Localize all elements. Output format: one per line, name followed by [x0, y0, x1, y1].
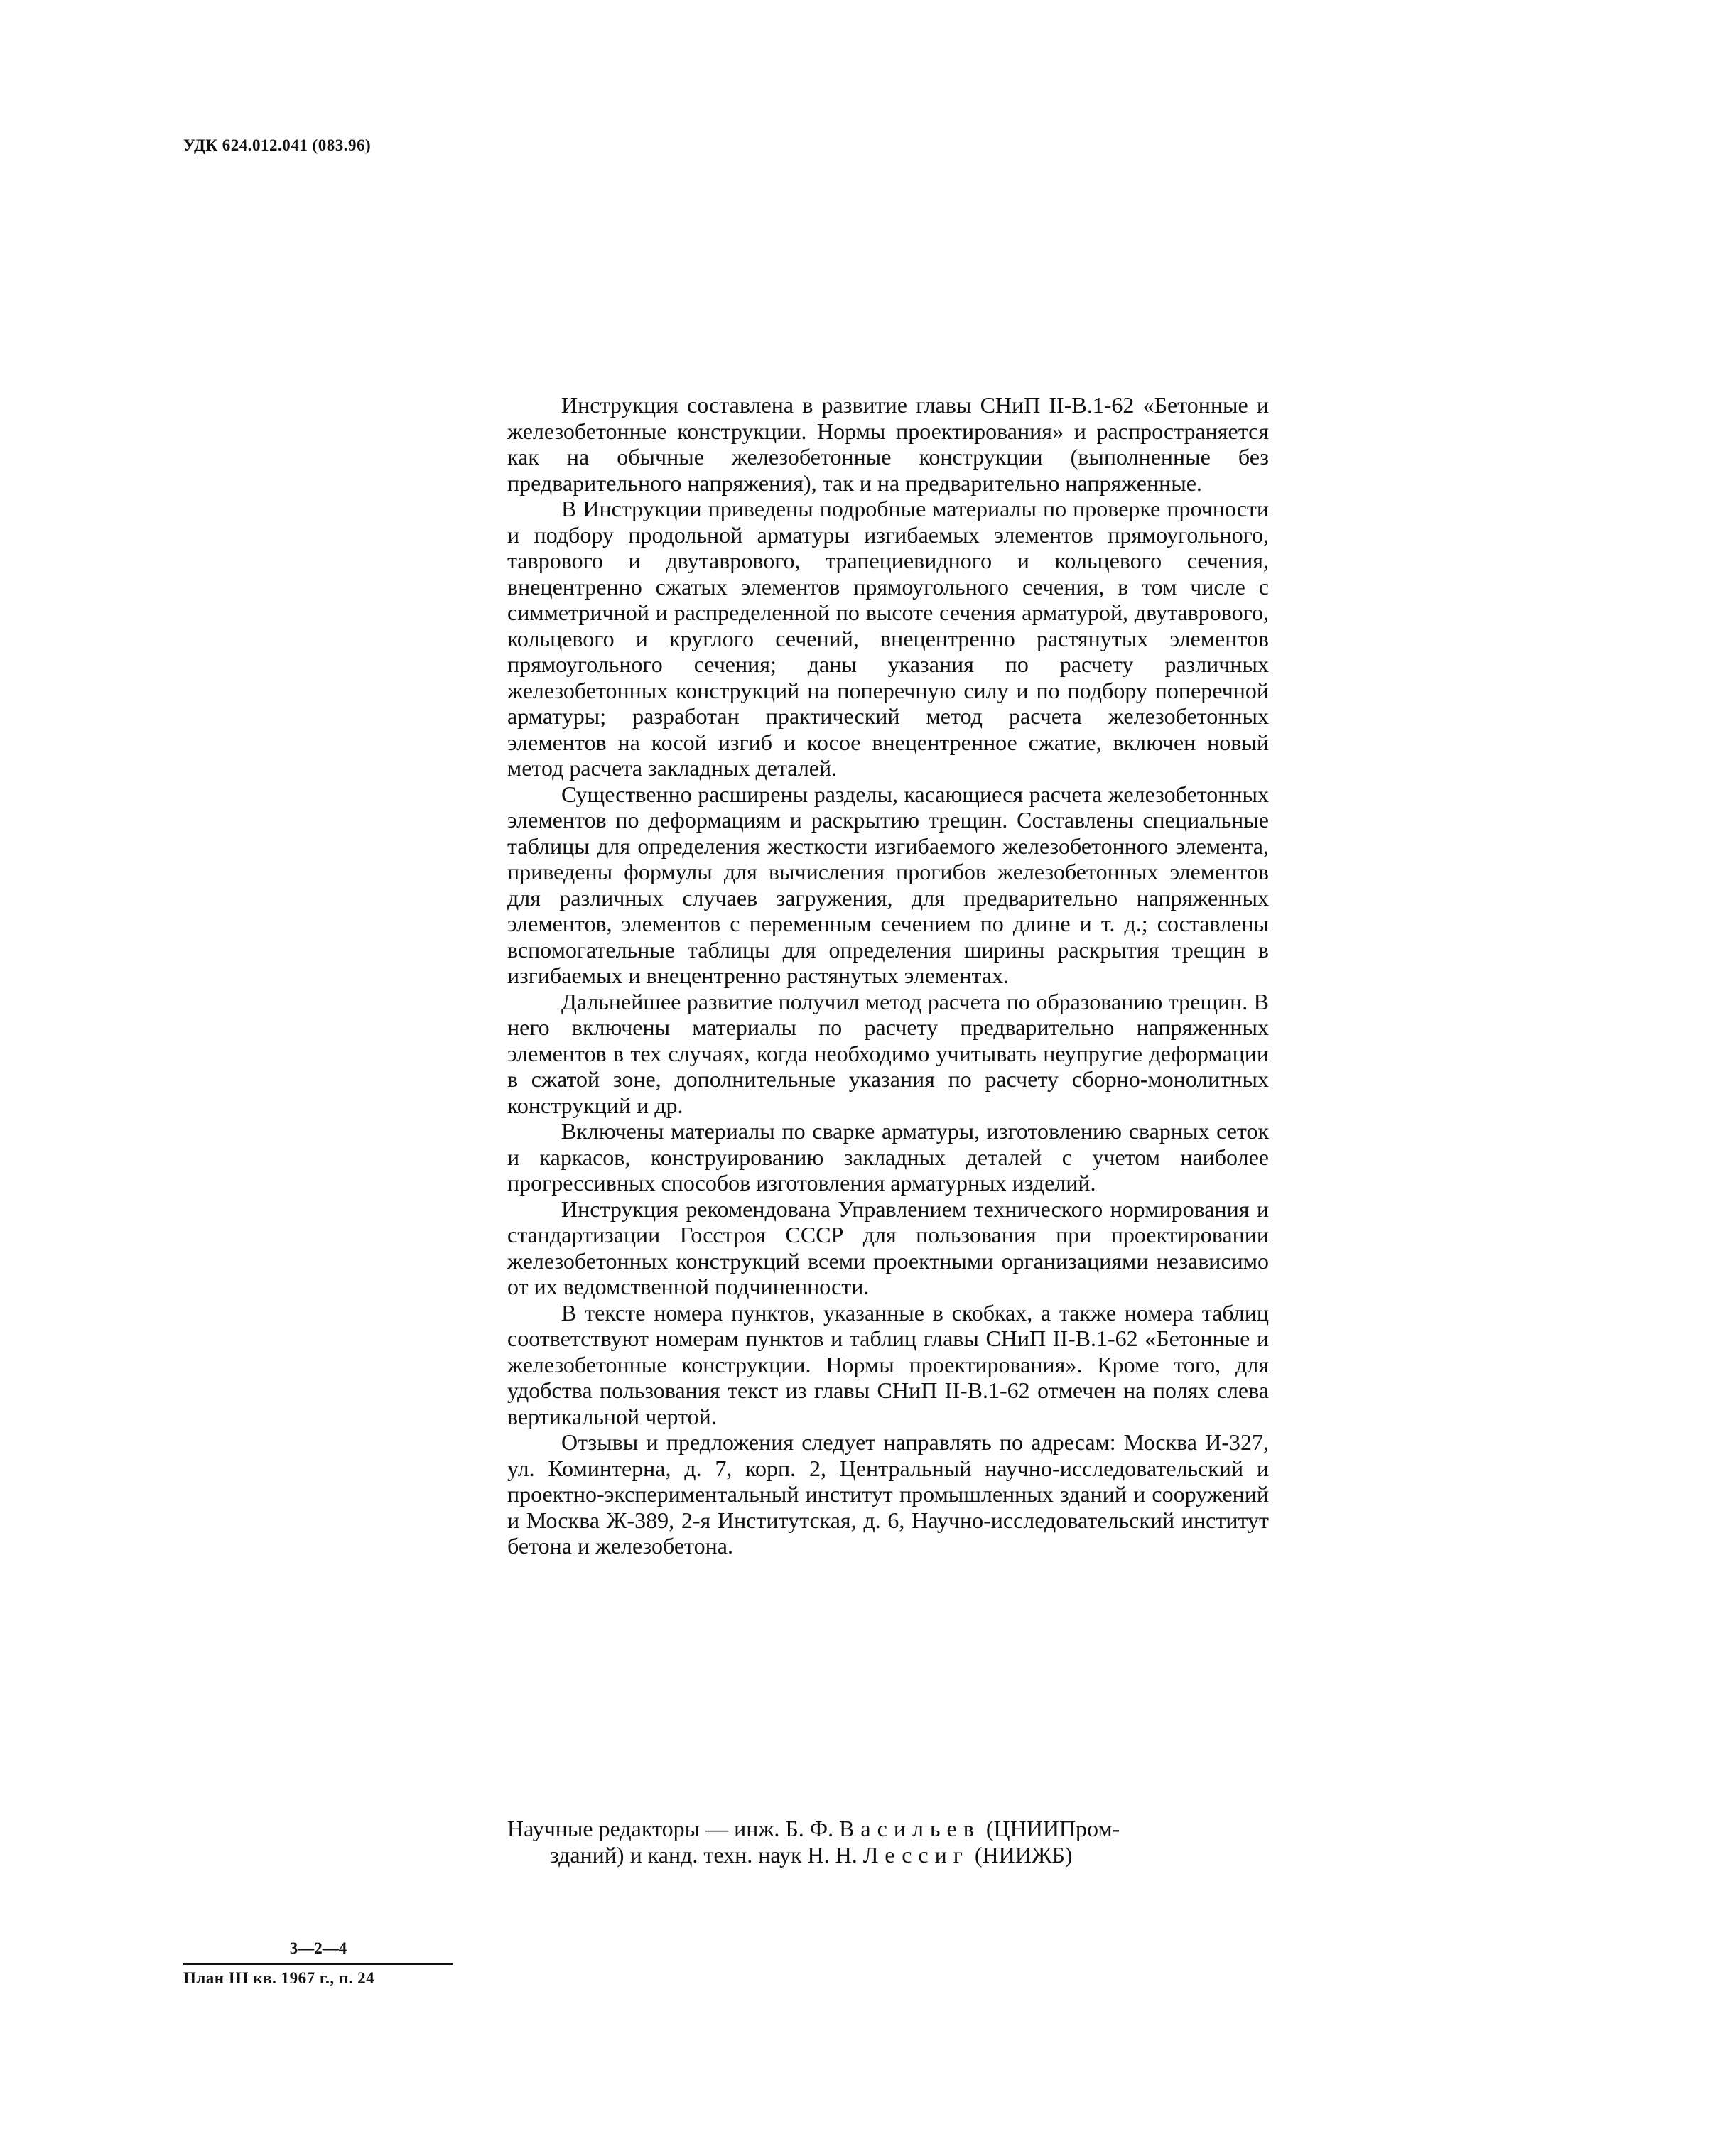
editor-org-1b: зданий) и канд. техн. наук Н. Н.	[550, 1841, 858, 1868]
paragraph-strength-calculation: В Инструкции приведены подробные материалы по проверке прочности и подбору продольной арматуры изгибаемых элементов прямоугольного, таврового и двутаврового, трапециевидного и кольцевого сечения, внецентренно сжатых элементов прямоугольного сечения, в том числе с симметричной и распределенной по высоте сечения арматурой, двутаврового, кольцевого и круглого сечений, внецентренно растянутых элементов прямоугольного сечения; даны указания по расчету различных железобетонных конструкций на поперечную силу и по подбору поперечной арматуры; разработан практический метод расчета железобетонных элементов на косой изгиб и косое внецентренное сжатие, включен новый метод расчета закладных деталей.	[507, 496, 1269, 781]
paragraph-welding: Включены материалы по сварке арматуры, изготовлению сварных сеток и каркасов, конструированию закладных деталей с учетом наиболее прогрессивных способов изготовления арматурных изделий.	[507, 1118, 1269, 1196]
editors-line-1	[507, 1816, 1269, 1842]
publication-code: 3—2—4	[289, 1939, 347, 1957]
publication-footer	[183, 1939, 453, 1988]
paragraph-recommendation: Инструкция рекомендована Управлением технического нормирования и стандартизации Госстроя СССР для пользования при проектировании железобетонных конструкций всеми проектными организациями независимо от их ведомственной подчиненности.	[507, 1196, 1269, 1299]
editor-name-lessig: Лессиг	[862, 1841, 969, 1868]
paragraph-deformation-cracks: Существенно расширены разделы, касающиеся расчета железобетонных элементов по деформациям и раскрытию трещин. Составлены специальные таблицы для определения жесткости изгибаемого железобетонного элемента, приведены формулы для вычисления прогибов железобетонных элементов для различных случаев загружения, для предварительно напряженных элементов, элементов с переменным сечением по длине и т. д.; составлены вспомогательные таблицы для определения ширины раскрытия трещин в изгибаемых и внецентренно растянутых элементах.	[507, 781, 1269, 988]
publication-plan: План III кв. 1967 г., п. 24	[183, 1969, 375, 1987]
editors-prefix: Научные редакторы — инж. Б. Ф.	[507, 1816, 834, 1841]
footer-divider	[183, 1963, 453, 1965]
editor-org-2: (НИИЖБ)	[974, 1841, 1073, 1868]
paragraph-intro: Инструкция составлена в развитие главы СНиП II-В.1-62 «Бетонные и железобетонные конструкции. Нормы проектирования» и распространяется как на обычные железобетонные конструкции (выполненные без предварительного напряжения), так и на предварительно напряженные.	[507, 392, 1269, 496]
paragraph-crack-formation: Дальнейшее развитие получил метод расчета по образованию трещин. В него включены материалы по расчету предварительно напряженных элементов в тех случаях, когда необходимо учитывать неупругие деформации в сжатой зоне, дополнительные указания по расчету сборно-монолитных конструкций и др.	[507, 988, 1269, 1118]
editor-org-1a: (ЦНИИПром-	[985, 1816, 1120, 1841]
paragraph-numbering-note: В тексте номера пунктов, указанные в скобках, а также номера таблиц соответствуют номерам пунктов и таблиц главы СНиП II-В.1-62 «Бетонные и железобетонные конструкции. Нормы проектирования». Кроме того, для удобства пользования текст из главы СНиП II-В.1-62 отмечен на полях слева вертикальной чертой.	[507, 1299, 1269, 1429]
paragraph-feedback-addresses: Отзывы и предложения следует направлять по адресам: Москва И-327, ул. Коминтерна, д. 7, корп. 2, Центральный научно-исследовательский и проектно-экспериментальный институт промышленных зданий и сооружений и Москва Ж-389, 2-я Институтская, д. 6, Научно-исследовательский институт бетона и железобетона.	[507, 1429, 1269, 1559]
annotation-text	[507, 392, 1269, 1559]
udk-classification: УДК 624.012.041 (083.96)	[183, 136, 372, 154]
editors-line-2	[507, 1842, 1269, 1868]
editor-name-vasiliev: Васильев	[839, 1816, 980, 1841]
scientific-editors	[507, 1816, 1269, 1868]
